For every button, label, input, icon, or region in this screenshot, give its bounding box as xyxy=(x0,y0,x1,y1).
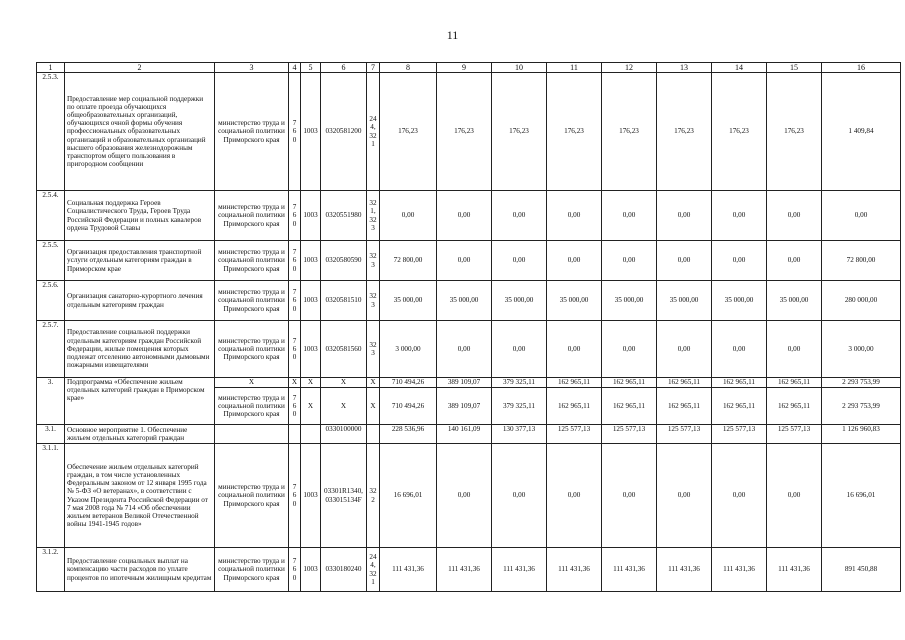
row-executor: министерство труда и социальной политики Приморского края xyxy=(215,73,289,191)
row-value: 35 000,00 xyxy=(712,281,767,321)
row-name: Предоставление социальных выплат на компенсацию части расходов по уплате процентов по ипотечным жилищным кредитам xyxy=(65,548,215,592)
row-code-rzpr: 1003 xyxy=(301,321,321,378)
row-code-vr: 323 xyxy=(367,241,380,281)
row-code-vr: X xyxy=(367,388,380,425)
row-value: 0,00 xyxy=(492,191,547,241)
row-value: 162 965,11 xyxy=(767,378,822,388)
row-name: Подпрограмма «Обеспечение жильем отдельных категорий граждан в Приморском крае» xyxy=(65,378,215,425)
row-value: 35 000,00 xyxy=(492,281,547,321)
row-value: 162 965,11 xyxy=(602,378,657,388)
row-total: 1 126 960,83 xyxy=(822,425,901,444)
table-row xyxy=(37,241,901,281)
row-value: 0,00 xyxy=(712,444,767,548)
row-value: 710 494,26 xyxy=(380,378,437,388)
row-code-vr: 323 xyxy=(367,281,380,321)
row-value: 111 431,36 xyxy=(602,548,657,592)
row-value: 0,00 xyxy=(602,321,657,378)
row-code-csr: 03301R1340, 033015134F xyxy=(321,444,367,548)
row-code-vr: 321, 323 xyxy=(367,191,380,241)
table-row xyxy=(37,321,901,378)
row-code-vr: 322 xyxy=(367,444,380,548)
row-value: 0,00 xyxy=(767,241,822,281)
row-executor: X xyxy=(215,378,289,388)
row-value: 389 109,07 xyxy=(437,388,492,425)
row-value: 162 965,11 xyxy=(712,378,767,388)
row-value: 162 965,11 xyxy=(657,378,712,388)
row-code-csr: 0320581560 xyxy=(321,321,367,378)
row-code-grbs: 760 xyxy=(289,241,301,281)
row-value: 0,00 xyxy=(767,191,822,241)
row-code-vr xyxy=(367,425,380,444)
table-row xyxy=(37,191,901,241)
row-code-vr: 323 xyxy=(367,321,380,378)
row-value: 111 431,36 xyxy=(767,548,822,592)
row-value: 176,23 xyxy=(767,73,822,191)
row-value: 176,23 xyxy=(712,73,767,191)
row-value: 0,00 xyxy=(602,191,657,241)
row-code-csr: X xyxy=(321,388,367,425)
row-code-csr: 0320551980 xyxy=(321,191,367,241)
header-cell: 14 xyxy=(712,63,767,73)
row-number: 3.1.1. xyxy=(37,444,65,548)
row-total: 0,00 xyxy=(822,191,901,241)
row-executor: министерство труда и социальной политики Приморского края xyxy=(215,321,289,378)
row-code-rzpr: 1003 xyxy=(301,191,321,241)
row-value: 162 965,11 xyxy=(602,388,657,425)
row-value: 0,00 xyxy=(657,241,712,281)
header-cell: 7 xyxy=(367,63,380,73)
row-code-rzpr: 1003 xyxy=(301,548,321,592)
row-code-rzpr: X xyxy=(301,378,321,388)
row-value: 0,00 xyxy=(437,191,492,241)
header-cell: 2 xyxy=(65,63,215,73)
row-number: 2.5.5. xyxy=(37,241,65,281)
row-executor: министерство труда и социальной политики Приморского края xyxy=(215,548,289,592)
row-value: 0,00 xyxy=(712,191,767,241)
row-name: Организация предоставления транспортной услуги отдельным категориям граждан в Приморском крае xyxy=(65,241,215,281)
row-code-grbs: 760 xyxy=(289,321,301,378)
row-value: 111 431,36 xyxy=(437,548,492,592)
row-value: 125 577,13 xyxy=(712,425,767,444)
row-total: 16 696,01 xyxy=(822,444,901,548)
row-code-vr: 244, 321 xyxy=(367,548,380,592)
row-code-grbs: 760 xyxy=(289,73,301,191)
row-value: 111 431,36 xyxy=(547,548,602,592)
row-code-grbs: 760 xyxy=(289,548,301,592)
row-value: 0,00 xyxy=(380,191,437,241)
row-value: 162 965,11 xyxy=(547,388,602,425)
row-executor: министерство труда и социальной политики Приморского края xyxy=(215,191,289,241)
row-value: 35 000,00 xyxy=(547,281,602,321)
row-total: 1 409,84 xyxy=(822,73,901,191)
row-code-csr: 0320581510 xyxy=(321,281,367,321)
row-value: 125 577,13 xyxy=(767,425,822,444)
row-code-rzpr: 1003 xyxy=(301,281,321,321)
header-cell: 3 xyxy=(215,63,289,73)
row-value: 16 696,01 xyxy=(380,444,437,548)
row-number: 3. xyxy=(37,378,65,425)
header-cell: 16 xyxy=(822,63,901,73)
row-total: 2 293 753,99 xyxy=(822,388,901,425)
row-value: 125 577,13 xyxy=(602,425,657,444)
row-name: Социальная поддержка Героев Социалистического Труда, Героев Труда Российской Федерации и полных кавалеров ордена Трудовой Славы xyxy=(65,191,215,241)
row-value: 0,00 xyxy=(712,321,767,378)
row-value: 35 000,00 xyxy=(437,281,492,321)
header-cell: 10 xyxy=(492,63,547,73)
row-value: 0,00 xyxy=(547,444,602,548)
row-value: 111 431,36 xyxy=(712,548,767,592)
table-row xyxy=(37,548,901,592)
row-value: 162 965,11 xyxy=(767,388,822,425)
row-value: 0,00 xyxy=(767,321,822,378)
row-value: 0,00 xyxy=(437,444,492,548)
row-value: 3 000,00 xyxy=(380,321,437,378)
subprogram-row xyxy=(37,378,901,388)
row-number: 2.5.6. xyxy=(37,281,65,321)
row-value: 0,00 xyxy=(712,241,767,281)
row-value: 0,00 xyxy=(602,444,657,548)
row-value: 389 109,07 xyxy=(437,378,492,388)
table-row xyxy=(37,281,901,321)
row-value: 0,00 xyxy=(437,321,492,378)
row-value: 0,00 xyxy=(602,241,657,281)
row-code-grbs: 760 xyxy=(289,444,301,548)
row-value: 0,00 xyxy=(547,241,602,281)
row-value: 162 965,11 xyxy=(547,378,602,388)
row-number: 3.1. xyxy=(37,425,65,444)
table-row xyxy=(37,444,901,548)
row-executor: министерство труда и социальной политики Приморского края xyxy=(215,444,289,548)
header-cell: 13 xyxy=(657,63,712,73)
row-total: 3 000,00 xyxy=(822,321,901,378)
row-value: 176,23 xyxy=(380,73,437,191)
row-value: 379 325,11 xyxy=(492,388,547,425)
header-cell: 9 xyxy=(437,63,492,73)
header-cell: 6 xyxy=(321,63,367,73)
row-total: 280 000,00 xyxy=(822,281,901,321)
row-number: 3.1.2. xyxy=(37,548,65,592)
row-value: 0,00 xyxy=(492,444,547,548)
row-code-rzpr: 1003 xyxy=(301,444,321,548)
header-cell: 4 xyxy=(289,63,301,73)
row-value: 125 577,13 xyxy=(657,425,712,444)
row-value: 0,00 xyxy=(657,321,712,378)
row-code-csr: 0330180240 xyxy=(321,548,367,592)
row-value: 0,00 xyxy=(767,444,822,548)
row-code-vr: X xyxy=(367,378,380,388)
row-value: 35 000,00 xyxy=(380,281,437,321)
row-code-grbs: X xyxy=(289,378,301,388)
row-value: 176,23 xyxy=(657,73,712,191)
row-value: 111 431,36 xyxy=(380,548,437,592)
row-executor xyxy=(215,425,289,444)
row-code-grbs: 760 xyxy=(289,191,301,241)
row-code-csr: 0320580590 xyxy=(321,241,367,281)
row-executor: министерство труда и социальной политики Приморского края xyxy=(215,281,289,321)
header-cell: 1 xyxy=(37,63,65,73)
row-number: 2.5.3. xyxy=(37,73,65,191)
budget-table xyxy=(36,62,901,592)
row-code-vr: 244, 321 xyxy=(367,73,380,191)
row-value: 176,23 xyxy=(492,73,547,191)
row-value: 710 494,26 xyxy=(380,388,437,425)
row-code-rzpr: 1003 xyxy=(301,73,321,191)
row-name: Организация санаторно-курортного лечения отдельным категориям граждан xyxy=(65,281,215,321)
row-value: 176,23 xyxy=(437,73,492,191)
header-cell: 8 xyxy=(380,63,437,73)
row-value: 125 577,13 xyxy=(547,425,602,444)
row-value: 176,23 xyxy=(547,73,602,191)
row-code-grbs: 760 xyxy=(289,388,301,425)
row-value: 111 431,36 xyxy=(492,548,547,592)
header-cell: 11 xyxy=(547,63,602,73)
table-row xyxy=(37,73,901,191)
row-code-grbs: 760 xyxy=(289,281,301,321)
row-executor: министерство труда и социальной политики Приморского края xyxy=(215,388,289,425)
row-value: 0,00 xyxy=(492,241,547,281)
row-value: 162 965,11 xyxy=(657,388,712,425)
row-value: 35 000,00 xyxy=(657,281,712,321)
row-value: 0,00 xyxy=(492,321,547,378)
row-number: 2.5.7. xyxy=(37,321,65,378)
header-row xyxy=(37,63,901,73)
header-cell: 15 xyxy=(767,63,822,73)
row-value: 35 000,00 xyxy=(602,281,657,321)
row-value: 0,00 xyxy=(657,191,712,241)
row-value: 228 536,96 xyxy=(380,425,437,444)
row-code-rzpr: 1003 xyxy=(301,241,321,281)
row-value: 0,00 xyxy=(437,241,492,281)
row-code-csr: X xyxy=(321,378,367,388)
row-value: 72 800,00 xyxy=(380,241,437,281)
row-value: 162 965,11 xyxy=(712,388,767,425)
row-value: 176,23 xyxy=(602,73,657,191)
row-value: 35 000,00 xyxy=(767,281,822,321)
header-cell: 12 xyxy=(602,63,657,73)
row-total: 2 293 753,99 xyxy=(822,378,901,388)
row-name: Обеспечение жильем отдельных категорий граждан, в том числе установленных Федеральным законом от 12 января 1995 года № 5-ФЗ «О ветеранах», в соответствии с Указом Президента Российской Федерации от 7 мая 2008 года № 714 «Об обеспечении жильем ветеранов Великой Отечественной войны 1941-1945 годов» xyxy=(65,444,215,548)
row-code-rzpr: X xyxy=(301,388,321,425)
row-value: 379 325,11 xyxy=(492,378,547,388)
row-code-grbs xyxy=(289,425,301,444)
row-value: 0,00 xyxy=(657,444,712,548)
row-total: 72 800,00 xyxy=(822,241,901,281)
row-code-csr: 0330100000 xyxy=(321,425,367,444)
row-value: 111 431,36 xyxy=(657,548,712,592)
row-total: 891 450,88 xyxy=(822,548,901,592)
row-value: 140 161,09 xyxy=(437,425,492,444)
row-name: Основное мероприятие 1. Обеспечение жильем отдельных категорий граждан xyxy=(65,425,215,444)
row-number: 2.5.4. xyxy=(37,191,65,241)
row-value: 0,00 xyxy=(547,191,602,241)
row-executor: министерство труда и социальной политики Приморского края xyxy=(215,241,289,281)
table-row xyxy=(37,425,901,444)
row-value: 130 377,13 xyxy=(492,425,547,444)
row-code-rzpr xyxy=(301,425,321,444)
header-cell: 5 xyxy=(301,63,321,73)
page-number: 11 xyxy=(446,28,459,42)
row-name: Предоставление мер социальной поддержки по оплате проезда обучающихся общеобразовательных организаций, обучающихся очной формы обучения профессиональных образовательных организаций и образовательных организаций высшего образования железнодорожным транспортом общего пользования в пригородном сообщении xyxy=(65,73,215,191)
row-value: 0,00 xyxy=(547,321,602,378)
row-code-csr: 0320581200 xyxy=(321,73,367,191)
row-name: Предоставление социальной поддержки отдельным категориям граждан Российской Федерации, жилые помещения которых подлежат отселению автономными дымовыми пожарными извещателями xyxy=(65,321,215,378)
